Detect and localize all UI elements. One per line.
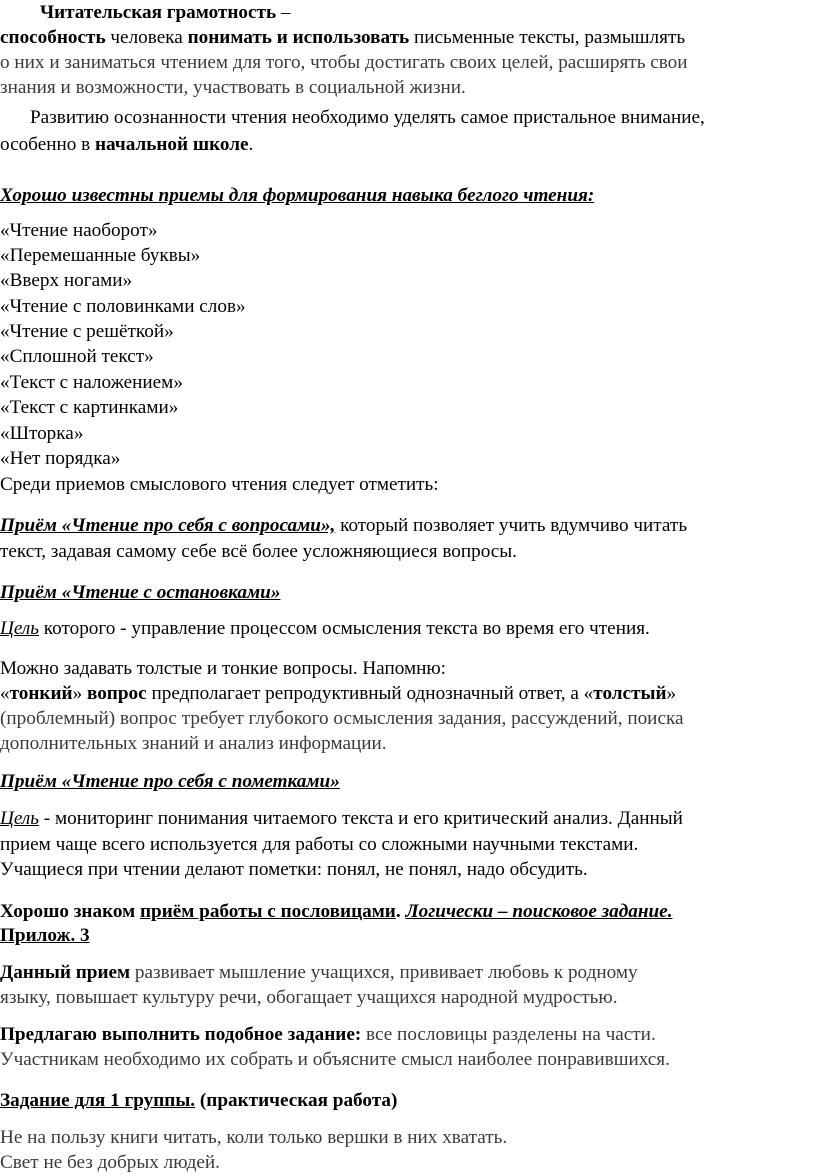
proverbs-para-1-line-2: языку, повышает культуру речи, обогащает учащихся народной мудростью.: [0, 987, 618, 1008]
reading-literacy-term: Читательская грамотность: [40, 2, 277, 23]
technique-item: «Текст с наложением»: [0, 372, 183, 393]
priem-stops-line-3: (проблемный) вопрос требует глубокого осмысления задания, рассуждений, поиска: [0, 708, 684, 729]
priem-marks-goal: Цель - мониторинг понимания читаемого текста и его критический анализ. Данный: [0, 808, 683, 829]
primary-school-term: начальной школе: [95, 134, 249, 155]
task-title: Задание для 1 группы.: [0, 1090, 196, 1111]
intro-line-4: знания и возможности, участвовать в социальной жизни.: [0, 77, 466, 98]
proverbs-para-2-line-2: Участникам необходимо их собрать и объясните смысл наиболее понравившихся.: [0, 1049, 670, 1070]
priem-questions-title: Приём «Чтение про себя с вопросами»,: [0, 515, 336, 536]
fluency-heading: Хорошо известны приемы для формирования навыка беглого чтения:: [0, 185, 595, 206]
proverbs-para-1: Данный прием развивает мышление учащихся, прививает любовь к родному: [0, 962, 638, 983]
priem-marks-line-3: Учащиеся при чтении делают пометки: понял, не понял, надо обсудить.: [0, 859, 588, 880]
proverbs-line-1: Хорошо знаком приём работы с пословицами. Логически – поисковое задание.: [0, 901, 673, 922]
priem-marks-line-2: прием чаще всего используется для работы со сложными научными текстами.: [0, 834, 639, 855]
proverbs-technique-title: приём работы с пословицами: [139, 901, 396, 922]
intro-line-3: о них и заниматься чтением для того, чтобы достигать своих целей, расширять свои: [0, 52, 688, 73]
technique-item: «Перемешанные буквы»: [0, 245, 201, 266]
technique-item: «Текст с картинками»: [0, 397, 179, 418]
technique-item: «Чтение с половинками слов»: [0, 296, 246, 317]
intro-line-1: Читательская грамотность –: [40, 2, 291, 23]
priem-marks-title: Приём «Чтение про себя с пометками»: [0, 771, 340, 792]
technique-item: «Чтение с решёткой»: [0, 321, 174, 342]
priem-stops-title: Приём «Чтение с остановками»: [0, 582, 281, 603]
technique-item: «Нет порядка»: [0, 448, 121, 469]
goal-label: Цель: [0, 618, 39, 639]
appendix-ref: Прилож. 3: [0, 925, 90, 946]
proverb-line: Свет не без добрых людей.: [0, 1152, 220, 1173]
technique-item: «Вверх ногами»: [0, 270, 133, 291]
technique-item: «Сплошной текст»: [0, 346, 154, 367]
intro-line-5: Развитию осознанности чтения необходимо уделять самое пристальное внимание,: [30, 107, 705, 128]
priem-stops-goal: Цель которого - управление процессом осмысления текста во время его чтения.: [0, 618, 650, 639]
priem-questions-line-1: Приём «Чтение про себя с вопросами», который позволяет учить вдумчиво читать: [0, 515, 688, 536]
proverbs-para-2: Предлагаю выполнить подобное задание: все пословицы разделены на части.: [0, 1024, 656, 1045]
goal-label: Цель: [0, 808, 39, 829]
intro-line-2: способность человека понимать и использовать письменные тексты, размышлять: [0, 27, 686, 48]
priem-stops-line-4: дополнительных знаний и анализ информации.: [0, 733, 387, 754]
priem-stops-line-2: «тонкий» вопрос предполагает репродуктивный однозначный ответ, а «толстый»: [0, 683, 677, 704]
task-heading: Задание для 1 группы. (практическая работа): [0, 1090, 398, 1111]
priem-stops-line-1: Можно задавать толстые и тонкие вопросы. Напомню:: [0, 658, 447, 679]
technique-item: «Чтение наоборот»: [0, 220, 158, 241]
priem-questions-line-2: текст, задавая самому себе всё более усложняющиеся вопросы.: [0, 541, 517, 562]
intro-line-6: особенно в начальной школе.: [0, 134, 254, 155]
proverb-line: Не на пользу книги читать, коли только вершки в них хватать.: [0, 1127, 508, 1148]
logical-search-task: Логически – поисковое задание.: [405, 901, 673, 922]
semantic-reading-intro: Среди приемов смыслового чтения следует отметить:: [0, 474, 439, 495]
technique-item: «Шторка»: [0, 423, 84, 444]
